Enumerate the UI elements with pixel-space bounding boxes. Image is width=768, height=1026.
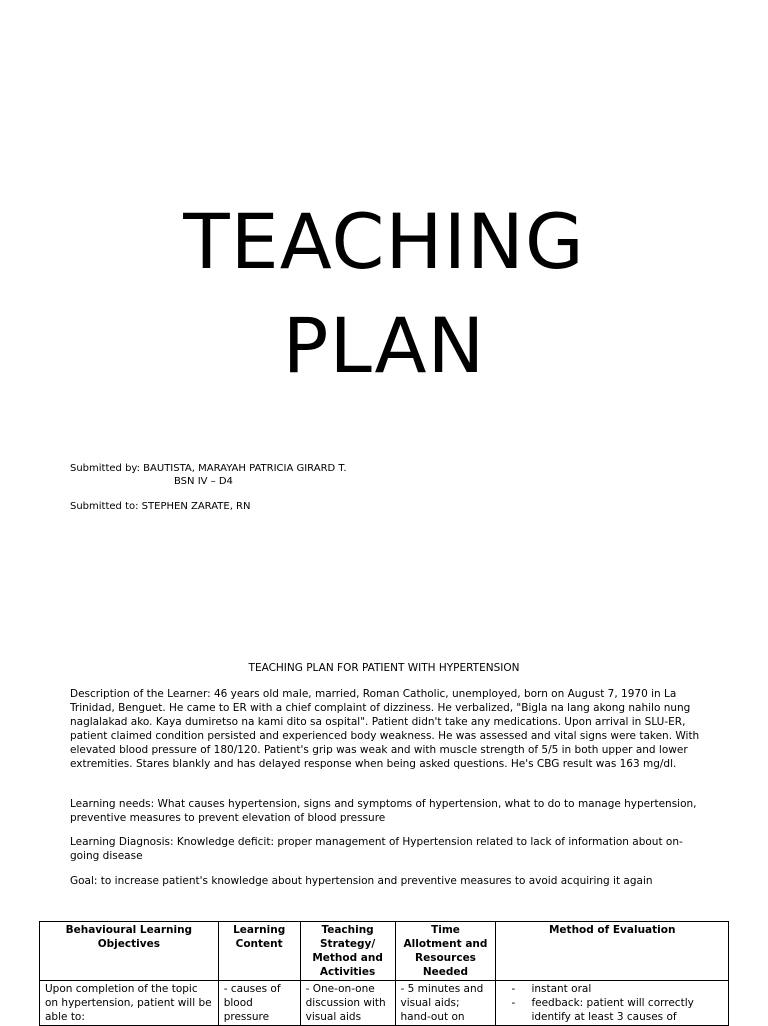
course-section: BSN IV – D4 [174, 476, 233, 487]
table-header-row [40, 922, 729, 981]
submitted-by [70, 462, 347, 488]
document-title [0, 190, 768, 398]
header-content: Learning Content [218, 922, 300, 981]
header-strategy: Teaching Strategy/ Method and Activities [300, 922, 395, 981]
submitted-to-name: STEPHEN ZARATE, RN [141, 501, 251, 512]
learning-diagnosis: Learning Diagnosis: Knowledge deficit: proper management of Hypertension related to lack of information about on-going disease [70, 836, 683, 862]
cell-content: - causes of blood pressure [218, 981, 300, 1026]
cell-strategy: - One-on-one discussion with visual aids [300, 981, 395, 1026]
title-line-1: TEACHING [183, 197, 585, 286]
plan-heading: TEACHING PLAN FOR PATIENT WITH HYPERTENSION [248, 662, 520, 674]
submitted-by-label: Submitted by: [70, 463, 140, 474]
header-evaluation: Method of Evaluation [496, 922, 729, 981]
cell-time: - 5 minutes and visual aids; hand-out on [395, 981, 496, 1026]
evaluation-item: - instant oral [531, 982, 723, 996]
submitted-to-label: Submitted to: [70, 501, 139, 512]
header-objectives: Behavioural Learning Objectives [40, 922, 219, 981]
table-row [40, 981, 729, 1026]
header-time: Time Allotment and Resources Needed [395, 922, 496, 981]
learner-description: Description of the Learner: 46 years old male, married, Roman Catholic, unemployed, born on August 7, 1970 in La Trinidad, Benguet. He came to ER with a chief complaint of dizziness. He verbalized, "Bigla na lang akong nahilo nung naglalakad ako. Kaya dumiretso na kami dito sa ospital". Patient didn't take any medications. Upon arrival in SLU-ER, patient claimed condition persisted and experienced body weakness. He was assessed and vital signs were taken. With elevated blood pressure of 180/120. Patient's grip was weak and with muscle strength of 5/5 in both upper and lower extremities. Stares blankly and has delayed response when being asked questions. He's CBG result was 163 mg/dl. [70, 688, 700, 770]
goal: Goal: to increase patient's knowledge about hypertension and preventive measures to avoid acquiring it again [70, 875, 653, 887]
submitted-to [70, 500, 251, 513]
cell-evaluation [496, 981, 729, 1026]
teaching-plan-table [39, 921, 729, 1026]
cell-objectives: Upon completion of the topic on hypertension, patient will be able to: [40, 981, 219, 1026]
submitted-by-name: BAUTISTA, MARAYAH PATRICIA GIRARD T. [143, 463, 347, 474]
evaluation-item: - feedback: patient will correctly identify at least 3 causes of [531, 996, 723, 1024]
learning-needs: Learning needs: What causes hypertension, signs and symptoms of hypertension, what to do to manage hypertension, preventive measures to prevent elevation of blood pressure [70, 798, 697, 824]
title-line-2: PLAN [282, 301, 486, 390]
